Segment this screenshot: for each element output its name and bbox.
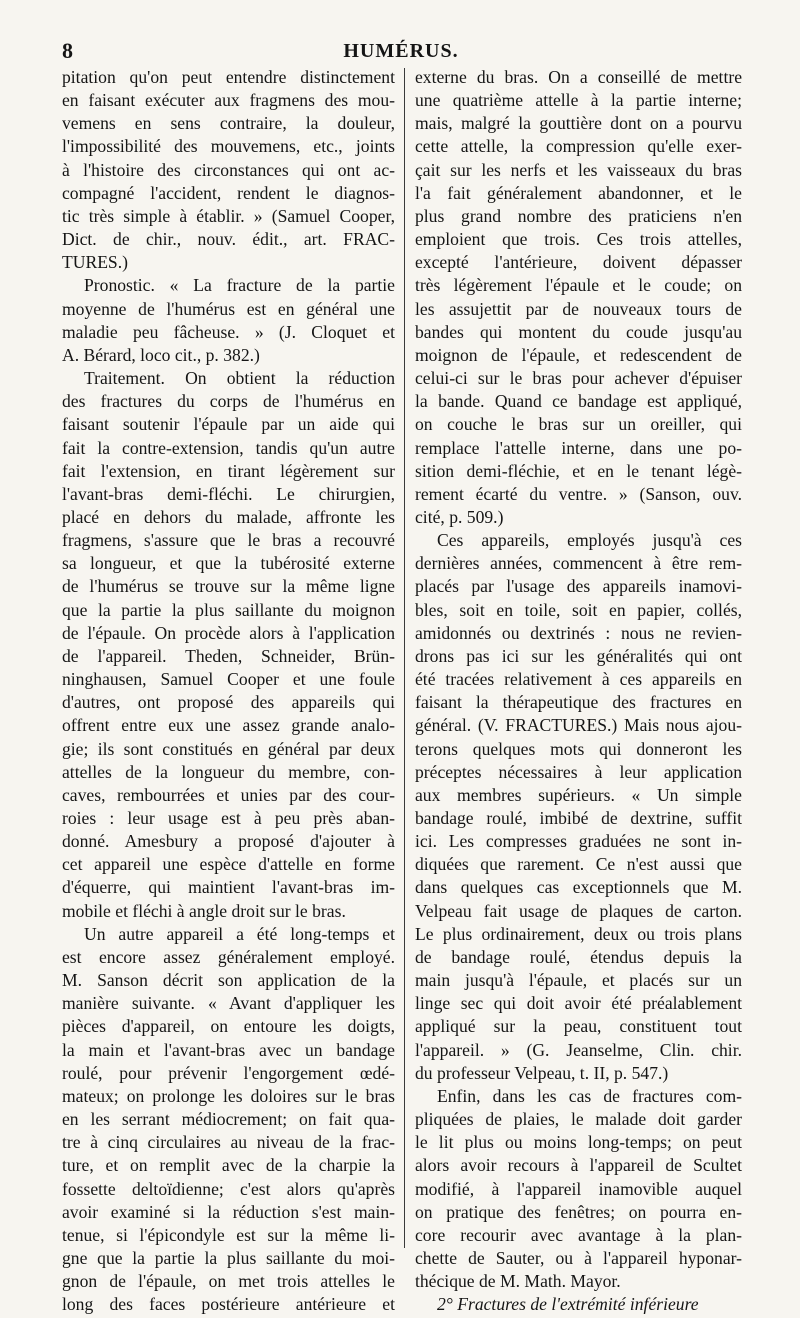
text-line: mobile et fléchi à angle droit sur le bras. bbox=[62, 900, 346, 921]
text-line: bles, soit en toile, soit en papier, collés, bbox=[415, 599, 742, 620]
text-line: préceptes nécessaires à leur application bbox=[415, 761, 742, 782]
text-line: Velpeau fait usage de plaques de carton. bbox=[415, 900, 742, 921]
text-line: caves, rembourrées et unies par des cour- bbox=[62, 784, 395, 805]
text-line: donné. Amesbury a proposé d'ajouter à bbox=[62, 831, 395, 852]
text-line: l'a fait généralement abandonner, et le bbox=[415, 182, 742, 203]
left-text-column bbox=[62, 66, 395, 1315]
text-line: moyenne de l'humérus est en général une bbox=[62, 298, 395, 319]
text-line: manière suivante. « Avant d'appliquer les bbox=[62, 993, 395, 1014]
text-line: roulé, pour prévenir l'engorgement œdé- bbox=[62, 1062, 395, 1083]
text-line: appliqué sur la peau, constituent tout bbox=[415, 1016, 742, 1037]
text-line: attelles de la longueur du membre, con- bbox=[62, 761, 395, 782]
text-line: l'appareil. » (G. Jeanselme, Clin. chir. bbox=[415, 1039, 742, 1060]
text-line: fossette deltoïdienne; c'est alors qu'après bbox=[62, 1178, 395, 1199]
text-line: gie; ils sont constitués en général par deux bbox=[62, 738, 395, 759]
text-line: gnon de l'épaule, on met trois attelles le bbox=[62, 1271, 395, 1292]
page-number: 8 bbox=[62, 38, 73, 63]
text-line: Un autre appareil a été long-temps et bbox=[84, 923, 395, 944]
text-line: pitation qu'on peut entendre distinctement bbox=[62, 67, 395, 87]
text-line: rement écarté du ventre. » (Sanson, ouv. bbox=[415, 483, 742, 504]
text-line: tic très simple à établir. » (Samuel Cooper, bbox=[62, 205, 395, 226]
text-line: Pronostic. « La fracture de la partie bbox=[84, 275, 395, 296]
text-line: placés par l'usage des appareils inamovi- bbox=[415, 576, 742, 597]
text-line: amidonnés ou dextrinés : nous ne revien- bbox=[415, 622, 742, 643]
text-line: le lit plus ou moins long-temps; on peut bbox=[415, 1132, 742, 1153]
text-line: bandage roulé, imbibé de dextrine, suffit bbox=[415, 808, 742, 828]
text-line: la bande. Quand ce bandage est appliqué, bbox=[415, 391, 742, 412]
text-line: aux membres supérieurs. « Un simple bbox=[415, 784, 742, 805]
text-line: cet appareil une espèce d'attelle en forme bbox=[62, 854, 395, 875]
text-line: modifié, à l'appareil inamovible auquel bbox=[415, 1178, 742, 1199]
text-line: diquées que rarement. Ce n'est aussi que bbox=[415, 854, 742, 875]
text-line: pliquées de plaies, le malade doit garder bbox=[415, 1109, 742, 1130]
text-line: on pratique des fenêtres; on pourra en- bbox=[415, 1201, 742, 1222]
text-line: mais, malgré la gouttière dont on a pourvu bbox=[415, 113, 742, 134]
text-line: compagné l'accident, rendent le diagnos- bbox=[62, 182, 395, 203]
text-line: l'impossibilité des mouvemens, etc., joints bbox=[62, 136, 395, 157]
text-line: Dict. de chir., nouv. édit., art. FRAC- bbox=[62, 229, 395, 250]
text-line: de bandage roulé, étendus depuis la bbox=[415, 946, 742, 967]
text-line: celui-ci sur le bras pour achever d'épuiser bbox=[415, 368, 742, 389]
text-line: Traitement. On obtient la réduction bbox=[84, 368, 395, 389]
text-line: cité, p. 509.) bbox=[415, 506, 504, 527]
text-line: d'autres, ont proposé des appareils qui bbox=[62, 692, 395, 713]
text-line: moignon de l'épaule, et redescendent de bbox=[415, 344, 742, 365]
running-title: HUMÉRUS. bbox=[343, 40, 459, 62]
text-line: pièces d'appareil, on entoure les doigts, bbox=[62, 1016, 395, 1037]
text-line: de l'humérus se trouve sur la même ligne bbox=[62, 576, 395, 597]
column-divider bbox=[404, 68, 405, 1248]
text-line: maladie peu fâcheuse. » (J. Cloquet et bbox=[62, 321, 395, 342]
text-line: excepté l'antérieure, doivent dépasser bbox=[415, 252, 742, 273]
text-line: avoir examiné si la réduction s'est main- bbox=[62, 1201, 395, 1222]
text-line: général. (V. FRACTURES.) Mais nous ajou- bbox=[415, 715, 742, 736]
text-line: core recourir avec avantage à la plan- bbox=[415, 1224, 742, 1245]
text-line: long des faces postérieure antérieure et bbox=[62, 1294, 395, 1315]
text-line: de l'épaule. On procède alors à l'application bbox=[62, 622, 395, 643]
text-line: main jusqu'à l'épaule, et placés sur un bbox=[415, 970, 742, 991]
text-line: faisant la thérapeutique des fractures en bbox=[415, 692, 742, 713]
text-line: dernières années, commencent à être rem- bbox=[415, 553, 742, 574]
text-line: M. Sanson décrit son application de la bbox=[62, 970, 395, 991]
text-line: linge sec qui doit avoir été préalablement bbox=[415, 993, 742, 1014]
text-line: on couche le bras sur un oreiller, qui bbox=[415, 414, 742, 435]
text-line: en les serrant médiocrement; on fait qua- bbox=[62, 1109, 395, 1130]
text-line: ture, et on remplit avec de la charpie la bbox=[62, 1155, 395, 1176]
text-line: externe du bras. On a conseillé de mettre bbox=[415, 67, 742, 87]
text-line: chette de Sauter, ou à l'appareil hyponar- bbox=[415, 1247, 742, 1268]
text-line: les assujettit par de nouveaux tours de bbox=[415, 298, 742, 319]
text-line: Le plus ordinairement, deux ou trois plans bbox=[415, 923, 742, 944]
text-line: emploient que trois. Ces trois attelles, bbox=[415, 229, 742, 250]
text-line: faisant soutenir l'épaule par un aide qui bbox=[62, 414, 395, 435]
text-line: Enfin, dans les cas de fractures com- bbox=[437, 1085, 742, 1106]
text-line: fait la contre-extension, tandis qu'un autre bbox=[62, 437, 395, 458]
text-line: vemens en sens contraire, la douleur, bbox=[62, 113, 395, 134]
text-line: offrent entre eux une assez grande analo- bbox=[62, 715, 395, 736]
text-line: tenue, si l'épicondyle est sur la même li- bbox=[62, 1224, 395, 1245]
text-line: du professeur Velpeau, t. II, p. 547.) bbox=[415, 1062, 669, 1083]
text-line: 2° Fractures de l'extrémité inférieure bbox=[437, 1294, 699, 1315]
text-line: cette attelle, la compression qu'elle exer- bbox=[415, 136, 742, 157]
text-line: l'avant-bras demi-fléchi. Le chirurgien, bbox=[62, 483, 395, 504]
text-line: d'équerre, qui maintient l'avant-bras im- bbox=[62, 877, 395, 898]
text-line: bandes qui montent du coude jusqu'au bbox=[415, 321, 742, 342]
text-line: des fractures du corps de l'humérus en bbox=[62, 391, 395, 412]
text-line: Ces appareils, employés jusqu'à ces bbox=[437, 530, 742, 551]
text-line: ici. Les compresses graduées ne sont in- bbox=[415, 831, 742, 852]
text-line: terons quelques mots qui donneront les bbox=[415, 738, 742, 759]
text-line: A. Bérard, loco cit., p. 382.) bbox=[62, 344, 260, 365]
text-line: une quatrième attelle à la partie interne; bbox=[415, 90, 742, 111]
text-line: remplace l'attelle interne, dans une po- bbox=[415, 437, 742, 458]
text-line: dans quelques cas exceptionnels que M. bbox=[415, 877, 742, 898]
text-line: TURES.) bbox=[62, 252, 128, 273]
text-line: fait l'extension, en tirant légèrement sur bbox=[62, 460, 395, 481]
text-line: roies : leur usage est à peu près aban- bbox=[62, 808, 395, 828]
right-text-column bbox=[415, 66, 742, 1315]
text-line: ninghausen, Samuel Cooper et une foule bbox=[62, 669, 395, 690]
text-line: que la partie la plus saillante du moignon bbox=[62, 599, 395, 620]
text-line: thécique de M. Math. Mayor. bbox=[415, 1271, 621, 1292]
text-line: placé en dehors du malade, affronte les bbox=[62, 506, 395, 527]
text-line: la main et l'avant-bras avec un bandage bbox=[62, 1039, 395, 1060]
text-line: sition demi-fléchie, et en le tenant légè- bbox=[415, 460, 742, 481]
text-line: été tracées relativement à ces appareils en bbox=[415, 669, 742, 690]
text-line: mateux; on prolonge les doloires sur le bras bbox=[62, 1085, 395, 1106]
text-line: plus grand nombre des praticiens n'en bbox=[415, 205, 742, 226]
text-line: est encore assez généralement employé. bbox=[62, 946, 395, 967]
text-line: à l'histoire des circonstances qui ont ac- bbox=[62, 159, 395, 180]
text-line: très légèrement l'épaule et le coude; on bbox=[415, 275, 742, 296]
text-line: alors avoir recours à l'appareil de Scultet bbox=[415, 1155, 742, 1176]
text-line: en faisant exécuter aux fragmens des mou- bbox=[62, 90, 395, 111]
text-line: de l'appareil. Theden, Schneider, Brün- bbox=[62, 645, 395, 666]
text-line: gne que la partie la plus saillante du moi- bbox=[62, 1247, 395, 1268]
text-line: tre à cinq circulaires au niveau de la frac- bbox=[62, 1132, 395, 1153]
text-line: fragmens, s'assure que le bras a recouvré bbox=[62, 530, 395, 551]
text-line: çait sur les nerfs et les vaisseaux du bras bbox=[415, 159, 742, 180]
text-line: drons pas ici sur les généralités qui ont bbox=[415, 645, 742, 666]
text-line: sa longueur, et que la tubérosité externe bbox=[62, 553, 395, 574]
